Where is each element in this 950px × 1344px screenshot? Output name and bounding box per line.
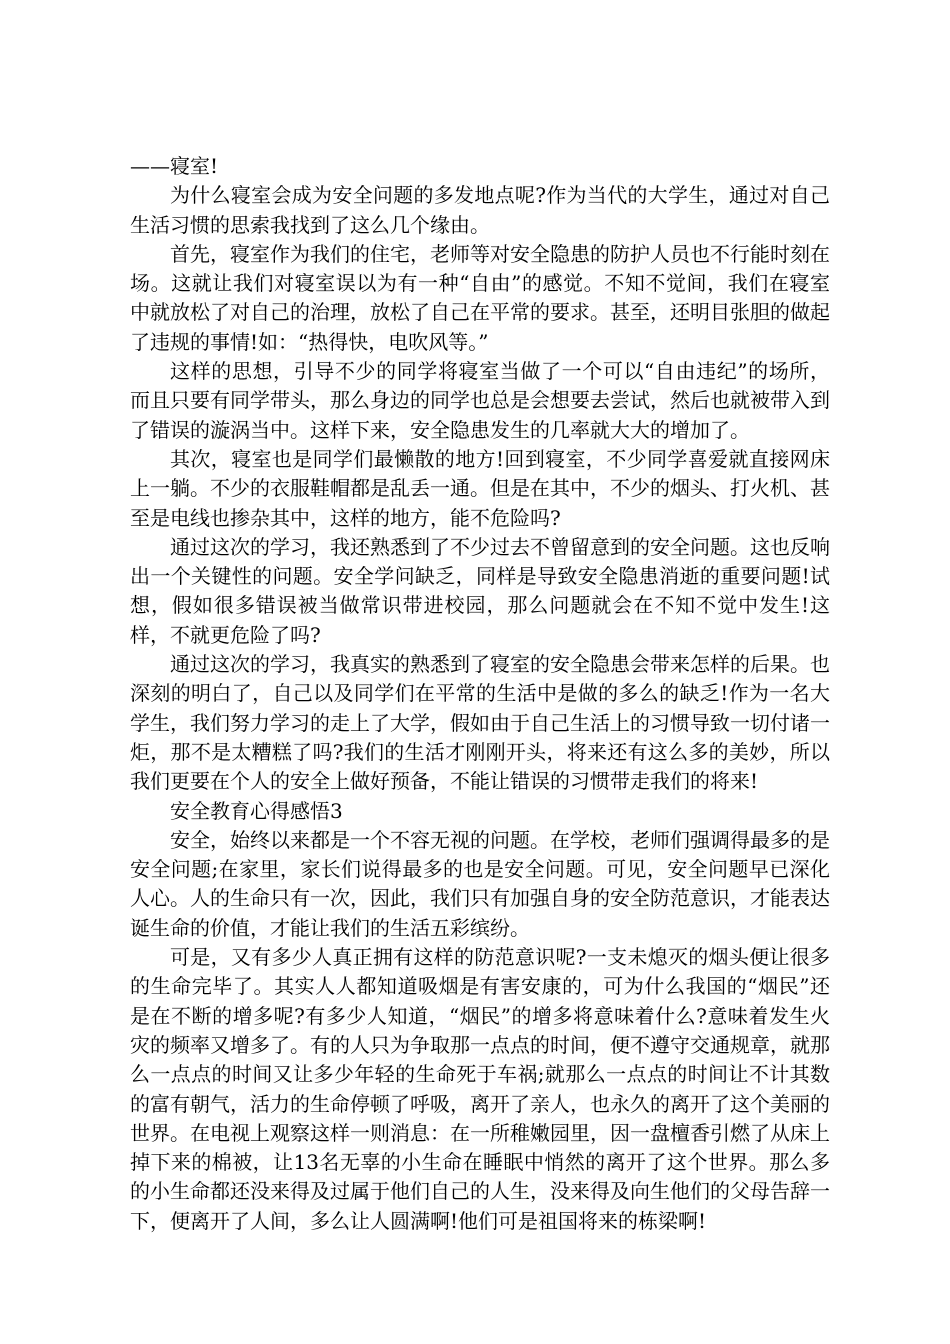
paragraph: 通过这次的学习，我还熟悉到了不少过去不曾留意到的安全问题。这也反响出一个关键性的问题。安全学问缺乏，同样是导致安全隐患消逝的重要问题!试想，假如很多错误被当做常识带进校园，那么问题就会在不知不觉中发生!这样，不就更危险了吗? <box>130 534 830 647</box>
paragraph: 为什么寝室会成为安全问题的多发地点呢?作为当代的大学生，通过对自己生活习惯的思索我找到了这么几个缘由。 <box>130 183 830 237</box>
document-body <box>130 152 830 1236</box>
paragraph: 首先，寝室作为我们的住宅，老师等对安全隐患的防护人员也不行能时刻在场。这就让我们对寝室误以为有一种“自由”的感觉。不知不觉间，我们在寝室中就放松了对自己的治理，放松了自己在平常的要求。甚至，还明目张胆的做起了违规的事情!如：“热得快，电吹风等。” <box>130 241 830 354</box>
paragraph: 这样的思想，引导不少的同学将寝室当做了一个可以“自由违纪”的场所，而且只要有同学带头，那么身边的同学也总是会想要去尝试，然后也就被带入到了错误的漩涡当中。这样下来，安全隐患发生的几率就大大的增加了。 <box>130 359 830 442</box>
section-heading: 安全教育心得感悟3 <box>170 798 343 823</box>
paragraph-continuation: ——寝室! <box>130 154 219 178</box>
paragraph: 安全，始终以来都是一个不容无视的问题。在学校，老师们强调得最多的是安全问题;在家里，家长们说得最多的也是安全问题。可见，安全问题早已深化人心。人的生命只有一次，因此，我们只有加强自身的安全防范意识，才能表达诞生命的价值，才能让我们的生活五彩缤纷。 <box>130 827 830 940</box>
paragraph: 其次，寝室也是同学们最懒散的地方!回到寝室，不少同学喜爱就直接网床上一躺。不少的衣服鞋帽都是乱丢一通。但是在其中，不少的烟头、打火机、甚至是电线也掺杂其中，这样的地方，能不危险吗? <box>130 446 830 530</box>
paragraph: 通过这次的学习，我真实的熟悉到了寝室的安全隐患会带来怎样的后果。也深刻的明白了，自己以及同学们在平常的生活中是做的多么的缺乏!作为一名大学生，我们努力学习的走上了大学，假如由于自己生活上的习惯导致一切付诸一炬，那不是太糟糕了吗?我们的生活才刚刚开头，将来还有这么多的美妙，所以我们更要在个人的安全上做好预备，不能让错误的习惯带走我们的将来! <box>130 652 830 794</box>
paragraph: 可是，又有多少人真正拥有这样的防范意识呢?一支未熄灭的烟头便让很多的生命完毕了。其实人人都知道吸烟是有害安康的，可为什么我国的“烟民”还是在不断的增多呢?有多少人知道，“烟民”的增多将意味着什么?意味着发生火灾的频率又增多了。有的人只为争取那一点点的时间，便不遵守交通规章，就那么一点点的时间又让多少年轻的生命死于车祸;就那么一点点的时间让不计其数的富有朝气，活力的生命停顿了呼吸，离开了亲人，也永久的离开了这个美丽的世界。在电视上观察这样一则消息：在一所稚嫩园里，因一盘檀香引燃了从床上掉下来的棉被，让13名无辜的小生命在睡眠中悄然的离开了这个世界。那么多的小生命都还没来得及过属于他们自己的人生，没来得及向生他们的父母告辞一下，便离开了人间，多么让人圆满啊!他们可是祖国将来的栋梁啊! <box>130 945 830 1233</box>
